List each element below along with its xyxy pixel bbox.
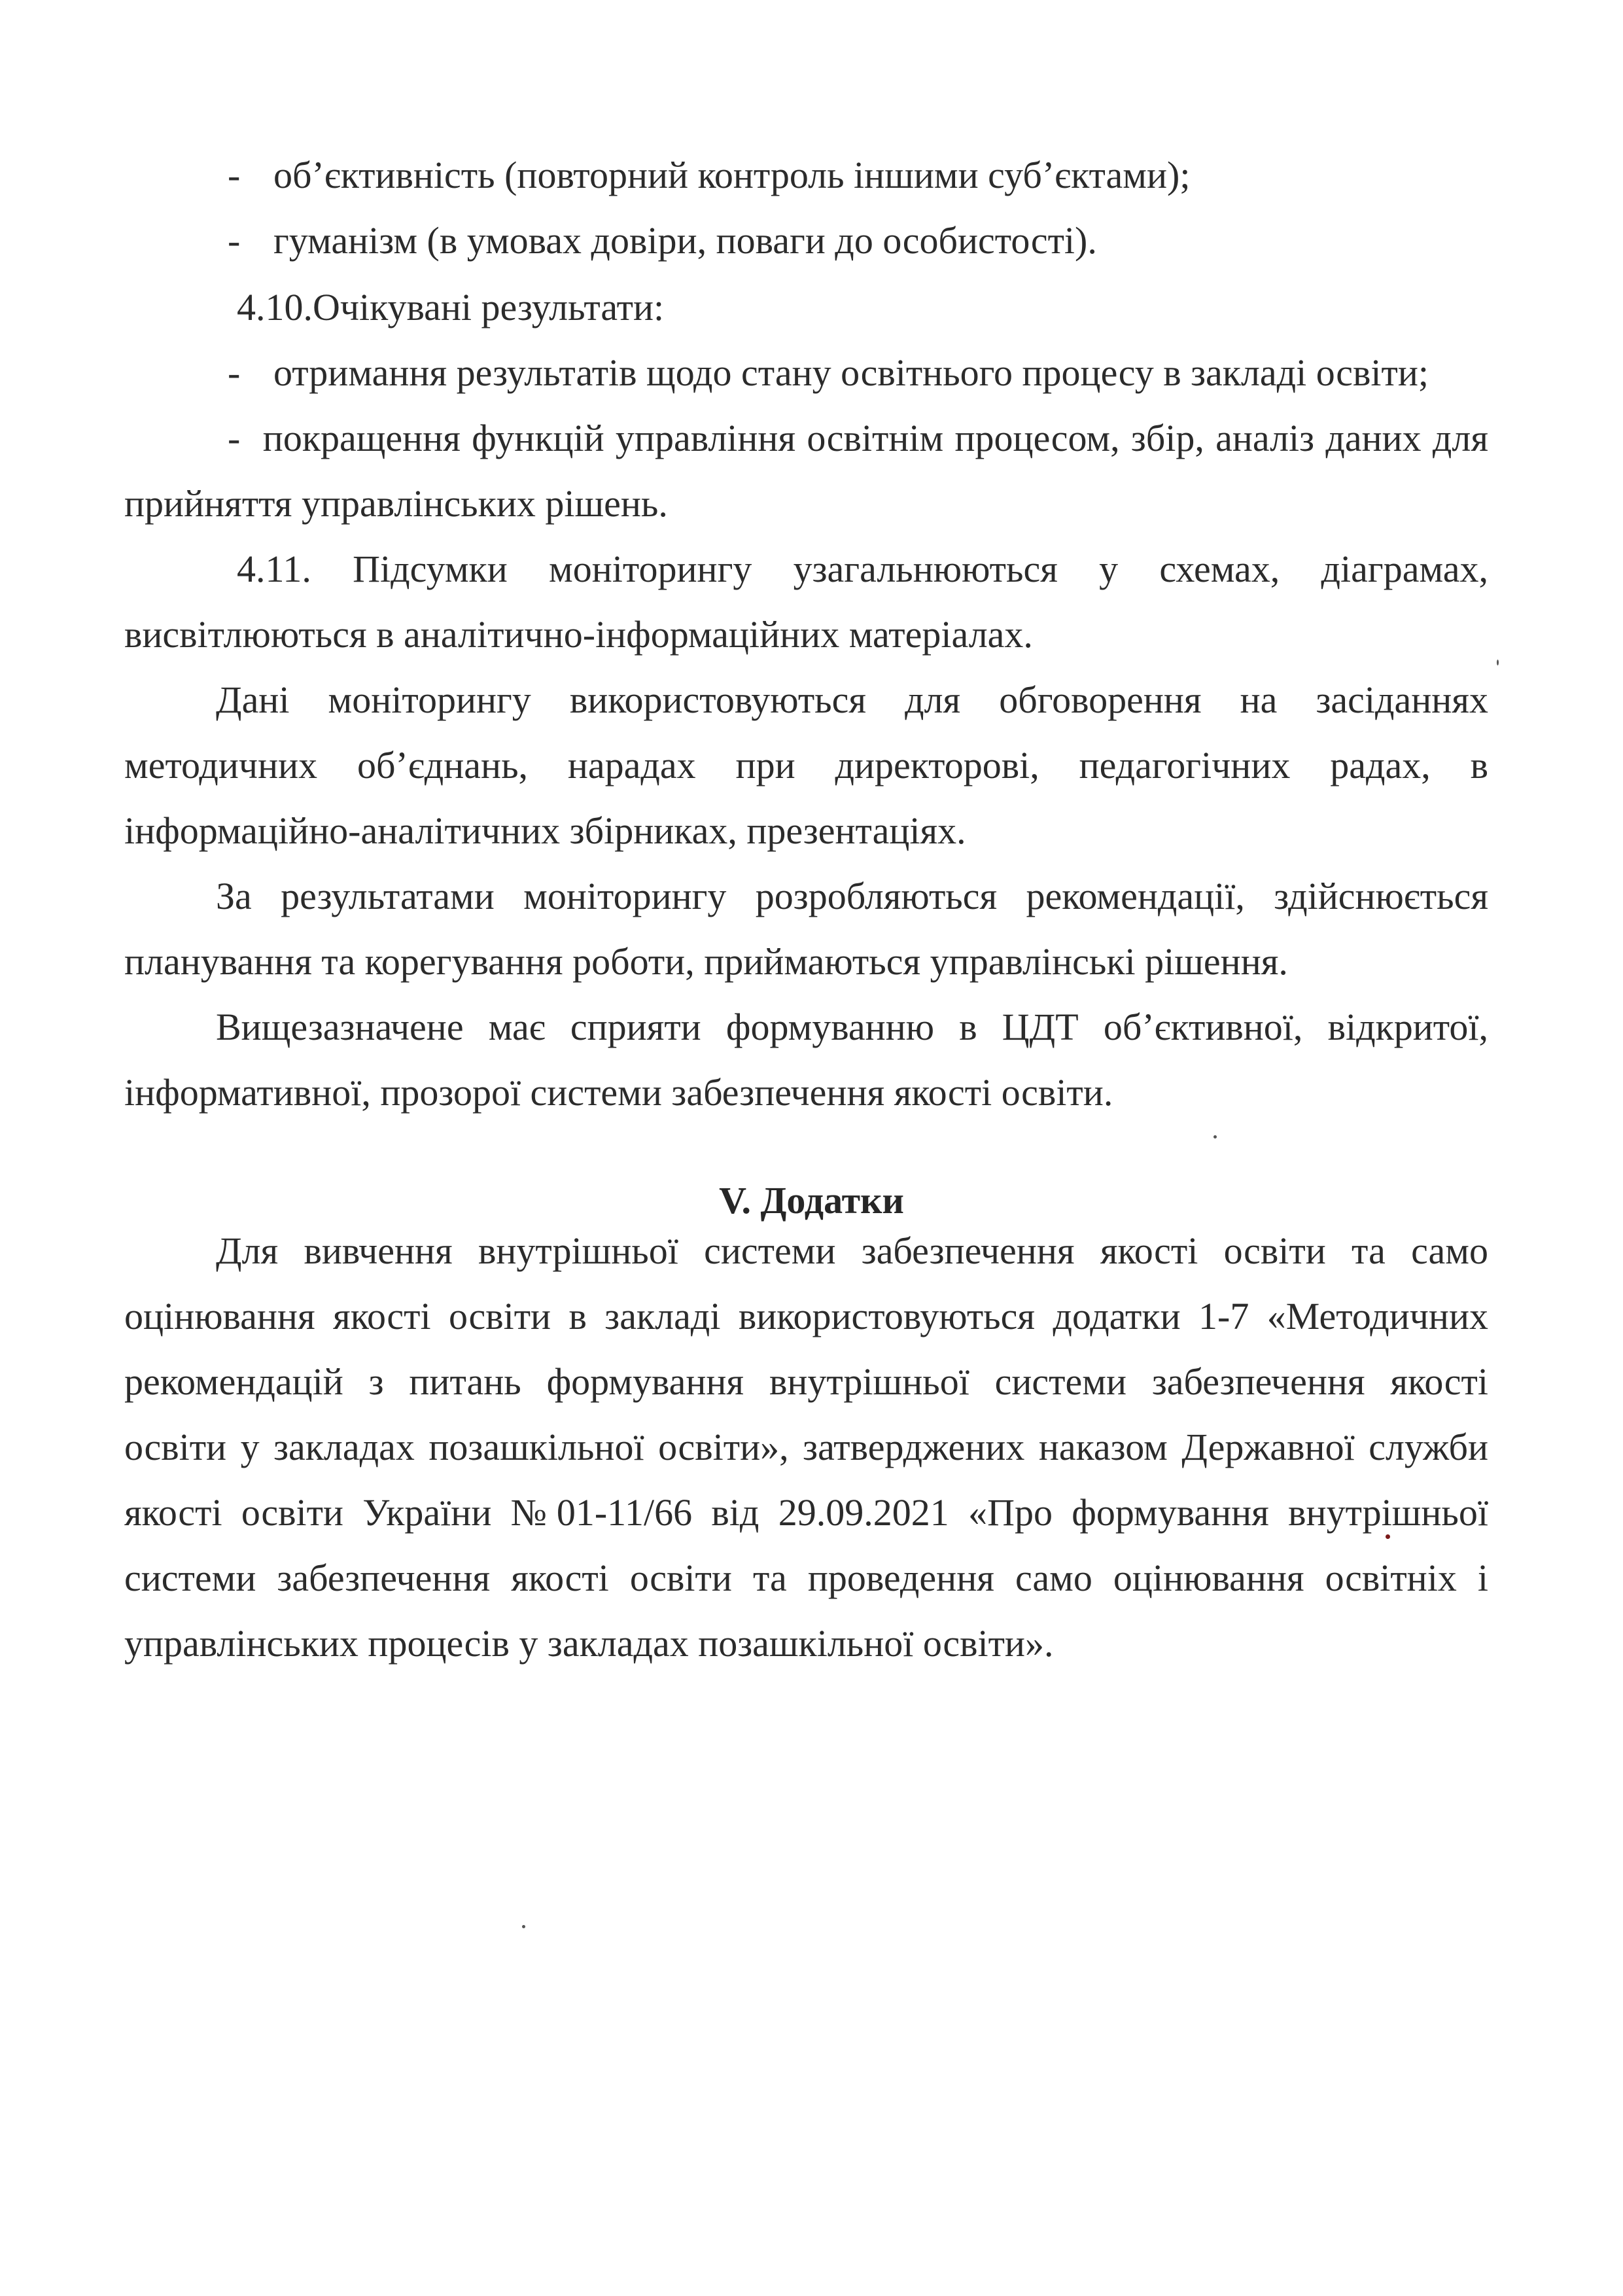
list-item-objectivity [228,143,1190,208]
section-4-10-title: 4.10.Очікувані результати: [237,286,665,328]
scan-speck [1213,1135,1217,1139]
list-item-humanism [228,208,1097,274]
list-item-results [228,340,1429,406]
list-dash: - [228,219,241,262]
section-5-heading: V. Додатки [719,1179,904,1222]
list-item-improvement [124,406,1488,537]
list-dash: - [228,154,241,196]
list-item-text: гуманізм (в умовах довіри, поваги до особистості). [273,219,1097,262]
paragraph-monitoring-usage: Дані моніторингу використовуються для обговорення на засіданнях методичних об’єднань, нарадах при директорові, педагогічних радах, в інформаційно-аналітичних збірниках, презентаціях. [124,679,1488,852]
paragraph-recommendations: За результатами моніторингу розробляються рекомендації, здійснюється планування та корегування роботи, приймаються управлінські рішення. [124,875,1488,983]
section-4-11-paragraph: 4.11. Підсумки моніторингу узагальнюються у схемах, діаграмах, висвітлюються в аналітично-інформаційних матеріалах. [124,548,1488,656]
scan-speck [1386,1534,1390,1539]
list-dash: - [228,417,241,459]
scan-speck [522,1925,525,1928]
list-item-text: покращення функцій управління освітнім процесом, збір, аналіз даних для прийняття управлінських рішень. [124,417,1489,525]
scan-speck [1497,660,1499,665]
list-item-text: об’єктивність (повторний контроль іншими суб’єктами); [273,154,1191,196]
paragraph-quality-system: Вищезазначене має сприяти формуванню в ЦДТ об’єктивної, відкритої, інформативної, прозорої системи забезпечення якості освіти. [124,1006,1488,1114]
list-item-text: отримання результатів щодо стану освітнього процесу в закладі освіти; [273,351,1429,394]
section-5-paragraph: Для вивчення внутрішньої системи забезпечення якості освіти та само оцінювання якості освіти в закладі використовуються додатки 1-7 «Методичних рекомендацій з питань формування внутрішньої системи забезпечення якості освіти у закладах позашкільної освіти», затверджених наказом Державної служби якості освіти України №01-11/66 від 29.09.2021 «Про формування внутрішньої системи забезпечення якості освіти та проведення само оцінювання освітніх і управлінських процесів у закладах позашкільної освіти». [124,1229,1488,1665]
list-dash: - [228,351,241,394]
